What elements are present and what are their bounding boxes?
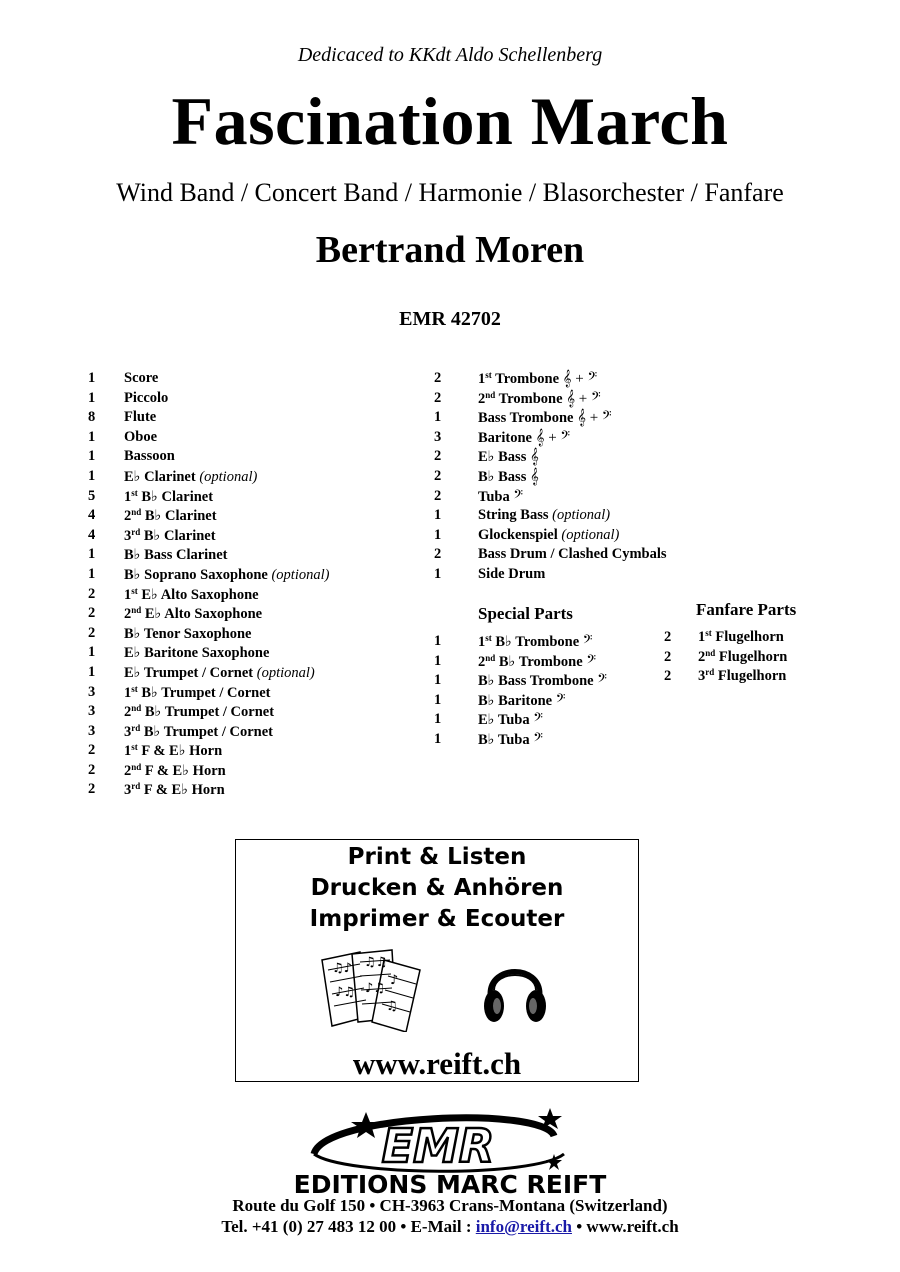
ordinal-suffix: nd: [131, 761, 142, 772]
part-quantity: 2: [434, 370, 442, 386]
list-item: [88, 507, 408, 527]
list-item: [88, 781, 408, 801]
part-name: B♭ Bass 𝄞: [478, 468, 539, 485]
list-item: [88, 625, 408, 645]
part-name: Bass Drum / Clashed Cymbals: [478, 546, 667, 563]
ordinal-suffix: rd: [705, 667, 715, 678]
emr-logo: [244, 1106, 656, 1196]
clef-icon: 𝄢: [533, 731, 543, 748]
part-name: 3rd B♭ Trumpet / Cornet: [124, 722, 274, 740]
part-quantity: 1: [88, 389, 96, 406]
part-name: 2nd B♭ Trombone 𝄢: [478, 652, 596, 670]
instrument-list-column-1: [88, 370, 408, 801]
part-name: B♭ Bass Clarinet: [124, 547, 228, 564]
instrument-list-column-2: [434, 370, 734, 586]
dedication: Dedicaced to KKdt Aldo Schellenberg: [297, 44, 603, 66]
list-item: [88, 488, 408, 508]
part-name: Bass Trombone 𝄞 + 𝄢: [478, 410, 612, 427]
list-item: [434, 527, 734, 547]
list-item: [434, 390, 734, 410]
ordinal-suffix: st: [131, 683, 138, 694]
ordinal-suffix: rd: [131, 781, 141, 792]
part-name: B♭ Baritone 𝄢: [478, 692, 566, 709]
list-item: [88, 409, 408, 429]
list-item: [88, 664, 408, 684]
part-name: 3rd Flugelhorn: [698, 667, 787, 685]
svg-text:♪♫: ♪♫: [335, 985, 355, 1000]
composer-name: Bertrand Moren: [315, 229, 585, 271]
list-item: [434, 429, 734, 449]
part-quantity: 4: [88, 507, 96, 524]
part-name: 1st Flugelhorn: [698, 628, 784, 645]
ordinal-suffix: nd: [131, 605, 142, 616]
catalog-number: EMR 42702: [399, 308, 501, 330]
part-quantity: 1: [434, 652, 442, 669]
part-name: Tuba 𝄢: [478, 488, 523, 505]
part-quantity: 2: [434, 389, 442, 406]
part-name: E♭ Baritone Saxophone: [124, 645, 270, 662]
list-item: [88, 429, 408, 449]
ordinal-suffix: st: [485, 633, 492, 643]
optional-note: (optional): [561, 526, 620, 543]
list-item: [434, 672, 634, 692]
part-name: 2nd Trombone 𝄞 + 𝄢: [478, 389, 601, 407]
ordinal-suffix: st: [131, 487, 138, 498]
list-item: [434, 468, 734, 488]
clef-icon: 𝄢: [582, 634, 593, 650]
part-name: E♭ Clarinet (optional): [124, 468, 258, 485]
part-name: 1st E♭ Alto Saxophone: [124, 585, 259, 603]
list-item: [88, 586, 408, 606]
part-quantity: 2: [434, 487, 442, 504]
optional-note: (optional): [271, 566, 330, 583]
svg-text:♫♫: ♫♫: [364, 955, 388, 970]
part-quantity: 1: [88, 448, 96, 465]
fanfare-parts-list: [664, 629, 844, 688]
list-item: [664, 649, 844, 669]
optional-note: (optional): [552, 507, 611, 524]
list-item: [434, 692, 634, 712]
ordinal-suffix: nd: [485, 652, 496, 663]
part-quantity: 1: [434, 730, 442, 747]
part-name: 1st Trombone 𝄞 + 𝄢: [478, 370, 598, 387]
special-parts-heading: Special Parts: [478, 604, 573, 623]
list-item: [664, 629, 844, 649]
promo-line-english: Print & Listen: [347, 844, 527, 870]
promo-line-french: Imprimer & Ecouter: [309, 906, 565, 932]
promo-website: www.reift.ch: [352, 1046, 522, 1081]
list-item: [88, 546, 408, 566]
part-quantity: 1: [434, 633, 442, 649]
part-quantity: 2: [664, 668, 672, 685]
list-item: [434, 370, 734, 390]
part-quantity: 2: [434, 448, 442, 465]
contact-website: • www.reift.ch: [571, 1217, 679, 1236]
ordinal-suffix: nd: [131, 507, 142, 518]
part-quantity: 1: [434, 507, 442, 524]
part-name: 2nd Flugelhorn: [698, 647, 788, 665]
list-item: [434, 488, 734, 508]
list-item: [88, 644, 408, 664]
list-item: [88, 703, 408, 723]
part-name: String Bass (optional): [478, 507, 611, 524]
part-name: B♭ Soprano Saxophone (optional): [124, 566, 330, 583]
part-quantity: 2: [88, 585, 96, 602]
part-name: Glockenspiel (optional): [478, 526, 620, 543]
part-quantity: 1: [434, 691, 442, 708]
publisher-contact: [0, 1217, 900, 1237]
part-name: 3rd F & E♭ Horn: [124, 781, 225, 799]
part-quantity: 1: [88, 546, 96, 563]
list-item: [434, 448, 734, 468]
part-quantity: 1: [88, 370, 96, 386]
part-quantity: 1: [434, 409, 442, 426]
part-name: Oboe: [124, 428, 158, 445]
headphones-icon: [482, 948, 548, 1032]
contact-phone: Tel. +41 (0) 27 483 12 00 • E-Mail :: [221, 1217, 476, 1236]
optional-note: (optional): [256, 664, 315, 681]
list-item: [88, 762, 408, 782]
list-item: [88, 723, 408, 743]
clef-icon: 𝄢: [513, 488, 523, 505]
part-quantity: 2: [88, 624, 96, 641]
svg-text:♫♪: ♫♪: [332, 961, 352, 976]
list-item: [434, 546, 734, 566]
part-name: B♭ Tenor Saxophone: [124, 625, 252, 642]
svg-text:EMR: EMR: [381, 1119, 495, 1173]
list-item: [88, 605, 408, 625]
part-name: 2nd B♭ Clarinet: [124, 507, 217, 525]
publisher-address: Route du Golf 150 • CH-3963 Crans-Montana (Switzerland): [232, 1196, 668, 1215]
part-name: E♭ Tuba 𝄢: [478, 712, 543, 729]
promo-line-german: Drucken & Anhören: [310, 875, 564, 901]
ordinal-suffix: st: [485, 370, 492, 380]
ordinal-suffix: nd: [485, 389, 496, 400]
part-quantity: 4: [88, 526, 96, 543]
part-name: 1st B♭ Trumpet / Cornet: [124, 683, 271, 701]
part-quantity: 2: [88, 742, 96, 759]
part-quantity: 1: [434, 526, 442, 543]
list-item: [88, 468, 408, 488]
part-quantity: 3: [88, 703, 96, 720]
part-quantity: 3: [88, 722, 96, 739]
part-name: 1st F & E♭ Horn: [124, 742, 223, 760]
clef-icon: 𝄢: [555, 692, 566, 709]
part-quantity: 1: [88, 663, 96, 680]
part-name: Bassoon: [124, 448, 175, 465]
clef-icon: 𝄢: [586, 653, 596, 670]
part-name: 2nd F & E♭ Horn: [124, 761, 226, 779]
special-parts-list: [434, 633, 634, 751]
part-name: 1st B♭ Trombone 𝄢: [478, 633, 593, 650]
list-item: [434, 507, 734, 527]
part-name: Piccolo: [124, 389, 169, 406]
part-quantity: 1: [434, 711, 442, 728]
ordinal-suffix: st: [131, 585, 138, 596]
part-name: 3rd B♭ Clarinet: [124, 526, 216, 544]
part-quantity: 1: [434, 672, 442, 689]
email-link[interactable]: info@reift.ch: [475, 1217, 572, 1236]
sheet-music-icon: [318, 948, 428, 1032]
list-item: [434, 409, 734, 429]
clef-icon: 𝄞 + 𝄢: [535, 429, 571, 446]
list-item: [434, 566, 734, 586]
ordinal-suffix: st: [705, 628, 712, 638]
ordinal-suffix: rd: [131, 526, 141, 537]
part-name: 2nd B♭ Trumpet / Cornet: [124, 703, 275, 721]
ensemble-subtitle: Wind Band / Concert Band / Harmonie / Blasorchester / Fanfare: [116, 178, 784, 207]
part-name: Side Drum: [478, 565, 546, 582]
svg-text:♪: ♪: [390, 973, 399, 988]
list-item: [434, 711, 634, 731]
part-quantity: 1: [434, 565, 442, 582]
list-item: [434, 731, 634, 751]
clef-icon: 𝄞 + 𝄢: [562, 371, 598, 387]
clef-icon: 𝄞: [529, 449, 539, 466]
part-name: E♭ Bass 𝄞: [478, 449, 539, 466]
part-quantity: 3: [434, 428, 442, 445]
optional-note: (optional): [199, 468, 258, 485]
part-name: 2nd E♭ Alto Saxophone: [124, 605, 263, 623]
clef-icon: 𝄞 + 𝄢: [566, 390, 601, 407]
svg-text:♫: ♫: [386, 999, 398, 1014]
part-quantity: 1: [88, 467, 96, 484]
list-item: [88, 566, 408, 586]
part-name: Score: [124, 370, 159, 386]
part-quantity: 2: [434, 467, 442, 484]
part-quantity: 1: [88, 644, 96, 661]
part-quantity: 2: [88, 761, 96, 778]
fanfare-parts-heading: Fanfare Parts: [696, 600, 797, 619]
part-quantity: 2: [88, 781, 96, 798]
clef-icon: 𝄞 + 𝄢: [577, 410, 612, 427]
part-quantity: 5: [88, 487, 96, 504]
part-quantity: 8: [88, 409, 96, 426]
part-quantity: 2: [664, 629, 672, 645]
clef-icon: 𝄢: [597, 673, 607, 690]
svg-text:♪♫: ♪♫: [365, 981, 385, 996]
part-quantity: 2: [664, 648, 672, 665]
ordinal-suffix: nd: [131, 703, 142, 714]
clef-icon: 𝄞: [529, 468, 539, 485]
part-name: E♭ Trumpet / Cornet (optional): [124, 664, 315, 681]
part-quantity: 3: [88, 683, 96, 700]
part-quantity: 1: [88, 565, 96, 582]
list-item: [88, 390, 408, 410]
list-item: [434, 653, 634, 673]
list-item: [88, 370, 408, 390]
ordinal-suffix: rd: [131, 722, 141, 733]
list-item: [434, 633, 634, 653]
ordinal-suffix: st: [131, 742, 138, 753]
list-item: [664, 668, 844, 688]
page-title: Fascination March: [171, 83, 729, 159]
list-item: [88, 684, 408, 704]
svg-text:EDITIONS MARC REIFT: EDITIONS MARC REIFT: [293, 1170, 607, 1196]
print-listen-box: [235, 839, 639, 1082]
clef-icon: 𝄢: [533, 712, 543, 729]
part-name: B♭ Bass Trombone 𝄢: [478, 673, 607, 690]
part-quantity: 1: [88, 428, 96, 445]
part-name: B♭ Tuba 𝄢: [478, 731, 543, 748]
list-item: [88, 742, 408, 762]
part-name: Flute: [124, 409, 157, 426]
part-quantity: 2: [434, 546, 442, 563]
part-name: 1st B♭ Clarinet: [124, 487, 214, 505]
list-item: [88, 448, 408, 468]
part-name: Baritone 𝄞 + 𝄢: [478, 429, 571, 446]
list-item: [88, 527, 408, 547]
part-quantity: 2: [88, 605, 96, 622]
ordinal-suffix: nd: [705, 647, 716, 658]
